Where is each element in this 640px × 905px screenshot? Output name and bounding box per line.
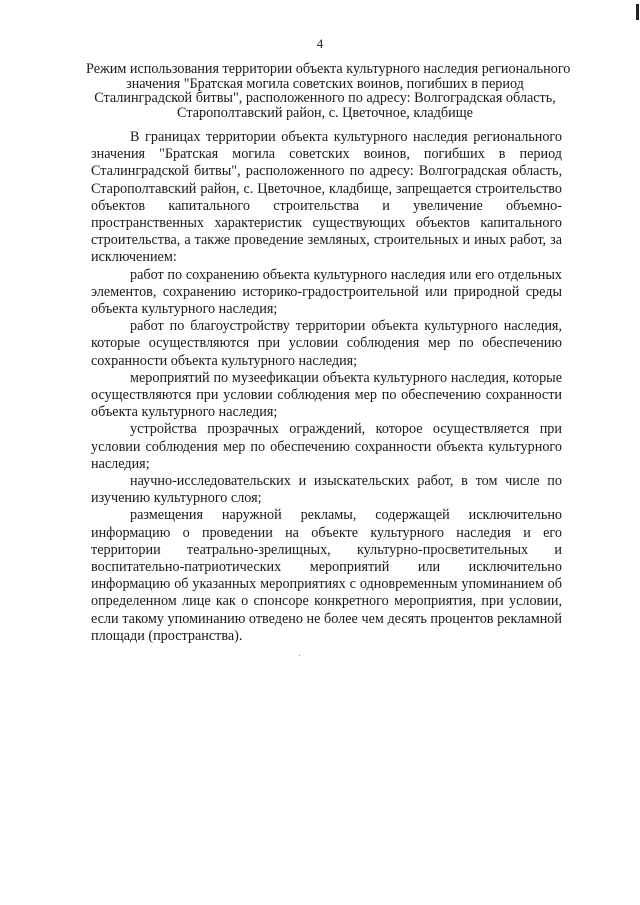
paragraph-exception-advertising: размещения наружной рекламы, содержащей исключительно информацию о проведении на объекте культурного наследия и его территории театрально-зрелищных, культурно-просветительных и воспитательно-патриотических мероприятий или исключительно информацию об указанных мероприятиях с одновременным упоминанием об определенном лице как о спонсоре конкретного мероприятия, при условии, если такому упоминанию отведено не более чем десять процентов рекламной площади (пространства).: [91, 507, 562, 644]
paragraph-exception-museumification: мероприятий по музеефикации объекта культурного наследия, которые осуществляются при условии соблюдения мер по обеспечению сохранности объекта культурного наследия;: [91, 369, 562, 421]
paragraph-exception-research: научно-исследовательских и изыскательских работ, в том числе по изучению культурного слоя;: [91, 473, 562, 507]
heading-line-1: Режим использования территории объекта культурного наследия регионального: [86, 61, 571, 77]
document-body: [91, 129, 562, 645]
heading-line-2: значения "Братская могила советских воинов, погибших в период: [126, 75, 524, 92]
paragraph-intro: В границах территории объекта культурного наследия регионального значения "Братская могила советских воинов, погибших в период Сталинградской битвы", расположенного по адресу: Волгоградская область, Старополтавский район, с. Цветочное, кладбище, запрещается строительство объектов капитального строительства и увеличение объемно-пространственных характеристик существующих объектов капитального строительства, а также проведение земляных, строительных и иных работ, за исключением:: [91, 129, 562, 266]
page-number: 4: [316, 36, 324, 51]
heading-line-4: Старополтавский район, с. Цветочное, кладбище: [177, 104, 473, 121]
paragraph-exception-preservation: работ по сохранению объекта культурного наследия или его отдельных элементов, сохранению историко-градостроительной или природной среды объекта культурного наследия;: [91, 266, 562, 318]
scan-edge-mark: [636, 4, 639, 20]
paragraph-exception-improvement: работ по благоустройству территории объекта культурного наследия, которые осуществляются при условии соблюдения мер по обеспечению сохранности объекта культурного наследия;: [91, 318, 562, 369]
paragraph-exception-fences: устройства прозрачных ограждений, которое осуществляется при условии соблюдения мер по обеспечению сохранности объекта культурного наследия;: [91, 421, 562, 472]
heading-line-3: Сталинградской битвы", расположенного по адресу: Волгоградская область,: [94, 90, 556, 107]
document-heading: [86, 61, 571, 121]
scan-speck: [299, 655, 300, 656]
